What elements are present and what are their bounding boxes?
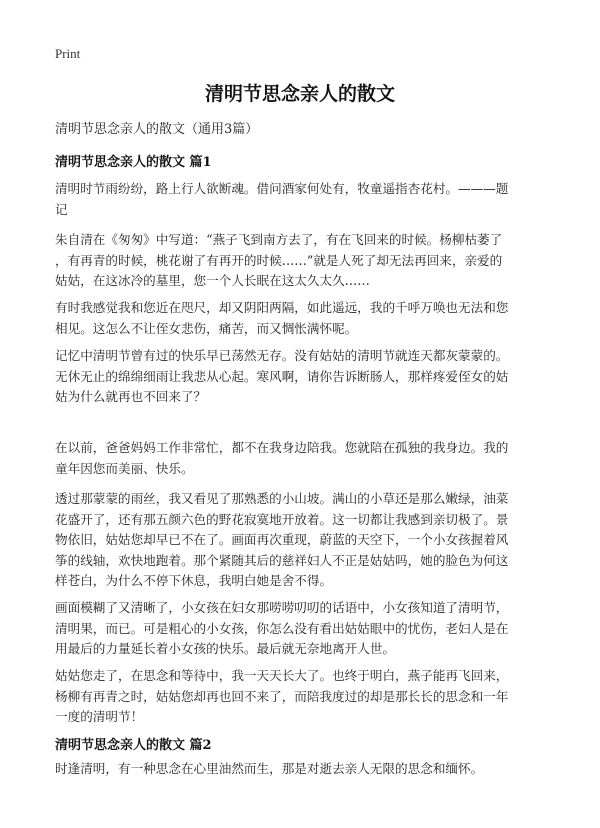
paragraph: 时逢清明，有一种思念在心里油然而生，那是对逝去亲人无限的思念和缅怀。 bbox=[55, 761, 484, 776]
paragraph: 在以前，爸爸妈妈工作非常忙，都不在我身边陪我。您就陪在孤独的我身边。我的 童年因您而美丽、快乐。 bbox=[55, 440, 509, 476]
paragraph: 透过那蒙蒙的雨丝，我又看见了那熟悉的小山坡。满山的小草还是那么嫩绿，油菜 花盛开了，还有那五颜六色的野花寂寞地开放着。这一切都让我感到亲切极了。景 物依旧，姑姑您却早已不在了。画面再次重现，蔚蓝的天空下，一个小女孩握着风 筝的线轴，欢快地跑着。那个紧随其后的慈祥妇人不正是姑姑吗，她的脸色为何这 样苍白，为什么不停下休息，我明白她是舍不得。 bbox=[55, 491, 509, 588]
paragraph: 有时我感觉我和您近在咫尺，却又阴阳两隔，如此遥远，我的千呼万唤也无法和您 相见。这怎么不让侄女悲伤，痛苦，而又惆怅满怀呢。 bbox=[55, 300, 509, 336]
document-subtitle: 清明节思念亲人的散文（通用3篇） bbox=[55, 122, 259, 137]
paragraph: 姑姑您走了，在思念和等待中，我一天天长大了。也终于明白，燕子能再飞回来， 杨柳有再青之时，姑姑您却再也回不来了，而陪我度过的却是那长长的思念和一年 一度的清明节！ bbox=[55, 668, 509, 724]
print-label: Print bbox=[55, 46, 81, 61]
paragraph: 画面模糊了又清晰了，小女孩在妇女那唠唠叨叨的话语中，小女孩知道了清明节， 清明果，而已。可是粗心的小女孩，你怎么没有看出姑姑眼中的忧伤，老妇人是在 用最后的力量延长着小女孩的快乐。最后就无奈地离开人世。 bbox=[55, 600, 509, 656]
section-1-heading: 清明节思念亲人的散文 篇1 bbox=[55, 155, 212, 170]
page-title: 清明节思念亲人的散文 bbox=[204, 83, 395, 105]
section-2-heading: 清明节思念亲人的散文 篇2 bbox=[55, 738, 212, 753]
paragraph: 朱自清在《匆匆》中写道：“燕子飞到南方去了，有在飞回来的时候。杨柳枯萎了 ，有再青的时候，桃花谢了有再开的时候……”就是人死了却无法再回来，亲爱的 姑姑，在这冰冷的墓里，您一个人长眠在这太久太久…… bbox=[55, 232, 503, 288]
paragraph: 记忆中清明节曾有过的快乐早已荡然无存。没有姑姑的清明节就连天都灰蒙蒙的。 无休无止的绵绵细雨让我悲从心起。寒风啊，请你告诉断肠人，那样疼爱侄女的姑 姑为什么就再也不回来了？ bbox=[55, 348, 509, 404]
paragraph: 清明时节雨纷纷，路上行人欲断魂。借问酒家何处有，牧童遥指杏花村。———题 记 bbox=[55, 181, 509, 217]
